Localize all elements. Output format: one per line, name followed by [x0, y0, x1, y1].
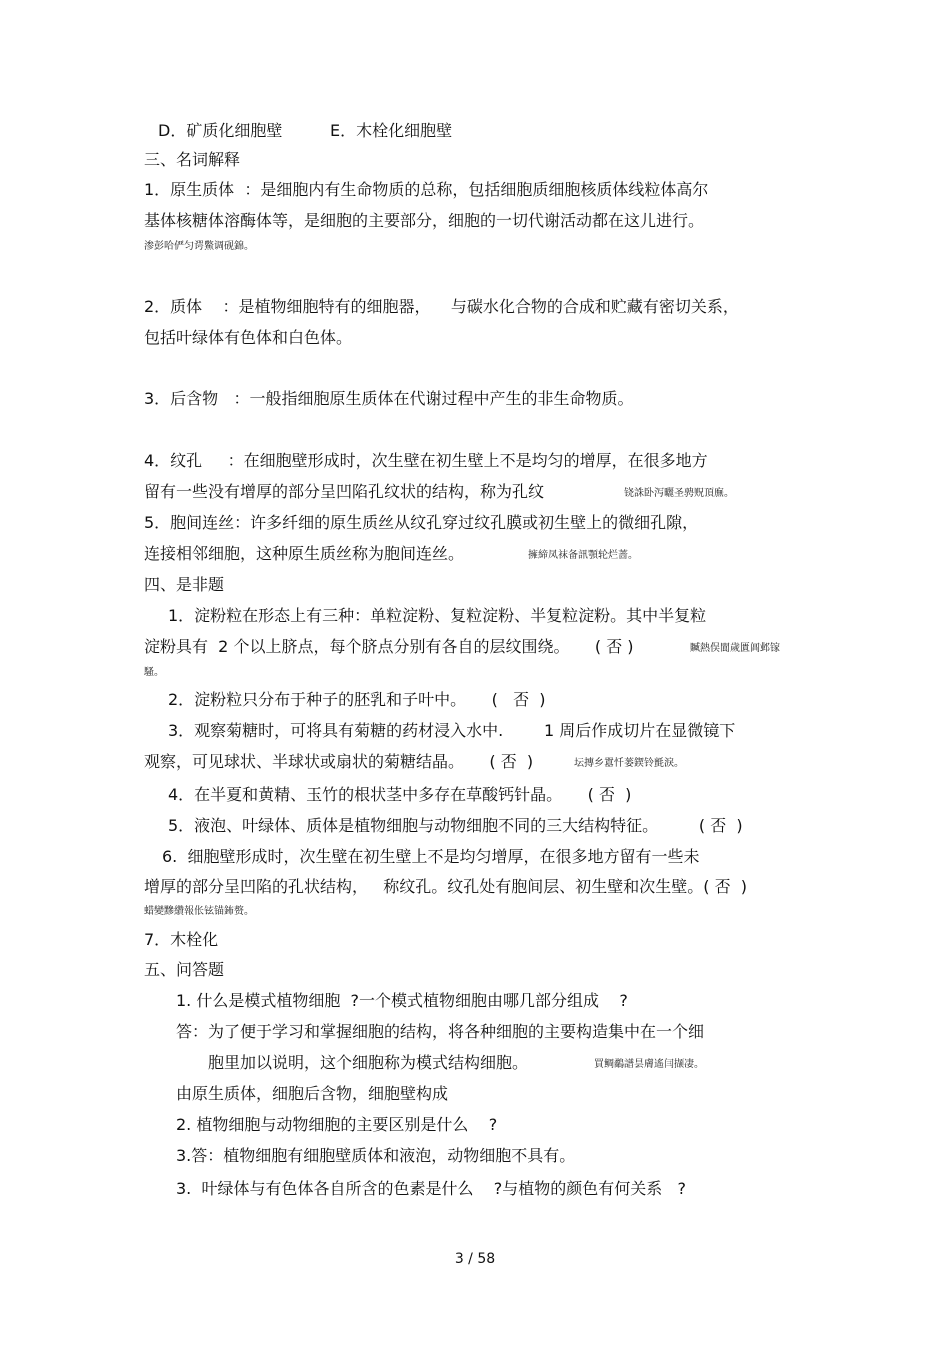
- watermark-text: 買鲷鷸譜昙膚遙闫撷凄。: [594, 1059, 704, 1070]
- qa-2-answer: 3.答：植物细胞有细胞壁质体和液泡，动物细胞不具有。: [176, 1146, 576, 1165]
- watermark-text: 騷。: [144, 667, 164, 678]
- qa-3-question: 3. 叶绿体与有色体各自所含的色素是什么 ?与植物的颜色有何关系 ?: [176, 1179, 687, 1198]
- tf-4: 4．在半夏和黄精、玉竹的根状茎中多存在草酸钙针晶。 ( 否 ): [168, 785, 632, 804]
- term-1-line-2: 基体核糖体溶酶体等，是细胞的主要部分，细胞的一切代谢活动都在这儿进行。: [144, 211, 705, 230]
- tf-5: 5．液泡、叶绿体、质体是植物细胞与动物细胞不同的三大结构特征。 ( 否 ): [168, 816, 743, 835]
- section-heading-qa: 五、问答题: [144, 960, 225, 979]
- term-3-line-1: 3．后含物 ：一般指细胞原生质体在代谢过程中产生的非生命物质。: [144, 389, 634, 408]
- option-e: E．木栓化细胞壁: [330, 121, 453, 140]
- tf-6-line-1: 6. 细胞壁形成时，次生壁在初生壁上不是均匀增厚，在很多地方留有一些未: [162, 847, 700, 866]
- watermark-text: 贓熱俣閬歲匱阊邺镓: [690, 643, 780, 654]
- tf-6-line-2: 增厚的部分呈凹陷的孔状结构， 称纹孔。纹孔处有胞间层、初生壁和次生壁。( 否 ): [144, 877, 748, 896]
- tf-7: 7．木栓化: [144, 930, 219, 949]
- tf-3-line-2: 观察，可见球状、半球状或扇状的菊糖结晶。 ( 否 ): [144, 752, 534, 771]
- term-4-line-2: 留有一些没有增厚的部分呈凹陷孔纹状的结构，称为孔纹: [144, 482, 545, 501]
- qa-2-question: 2. 植物细胞与动物细胞的主要区别是什么 ?: [176, 1115, 498, 1134]
- section-heading-terms: 三、名词解释: [144, 150, 241, 169]
- term-4-line-1: 4．纹孔 ：在细胞壁形成时，次生壁在初生壁上不是均匀的增厚，在很多地方: [144, 451, 708, 470]
- tf-1-line-1: 1．淀粉粒在形态上有三种：单粒淀粉、复粒淀粉、半复粒淀粉。其中半复粒: [168, 606, 707, 625]
- watermark-text: 蜡變黲纘報伥铉锚鈽赘。: [144, 906, 254, 917]
- term-5-line-1: 5．胞间连丝：许多纤细的原生质丝从纹孔穿过纹孔膜或初生壁上的微细孔隙，: [144, 513, 699, 532]
- tf-2: 2．淀粉粒只分布于种子的胚乳和子叶中。 ( 否 ): [168, 690, 546, 709]
- term-2-line-1: 2．质体 ：是植物细胞特有的细胞器， 与碳水化合物的合成和贮藏有密切关系，: [144, 297, 739, 316]
- qa-1-answer-line-3: 由原生质体，细胞后含物，细胞壁构成: [176, 1084, 449, 1103]
- qa-1-answer-line-2: 胞里加以说明，这个细胞称为模式结构细胞。: [208, 1053, 529, 1072]
- watermark-text: 渗彭哈俨匀谔鱉调砚錦。: [144, 241, 254, 252]
- option-d: D．矿质化细胞壁: [158, 121, 283, 140]
- tf-1-line-2: 淀粉具有 2 个以上脐点，每个脐点分别有各自的层纹围绕。 ( 否 ): [144, 637, 634, 656]
- watermark-text: 坛摶乡囂忏蒌鍥铃氈淚。: [574, 758, 684, 769]
- term-2-line-2: 包括叶绿体有色体和白色体。: [144, 328, 353, 347]
- section-heading-true-false: 四、是非题: [144, 575, 225, 594]
- watermark-text: 擁締凤袜备訊顎轮烂蔷。: [528, 550, 638, 561]
- watermark-text: 铙誅卧泻曬圣骋贶頂廡。: [624, 488, 734, 499]
- page-number: 3 / 58: [454, 1251, 496, 1267]
- term-5-line-2: 连接相邻细胞，这种原生质丝称为胞间连丝。: [144, 544, 465, 563]
- qa-1-question: 1. 什么是模式植物细胞 ?一个模式植物细胞由哪几部分组成 ?: [176, 991, 628, 1010]
- term-1-line-1: 1．原生质体 ：是细胞内有生命物质的总称，包括细胞质细胞核质体线粒体高尔: [144, 180, 709, 199]
- qa-1-answer-line-1: 答：为了便于学习和掌握细胞的结构，将各种细胞的主要构造集中在一个细: [176, 1022, 705, 1041]
- tf-3-line-1: 3．观察菊糖时，可将具有菊糖的药材浸入水中. 1 周后作成切片在显微镜下: [168, 721, 736, 740]
